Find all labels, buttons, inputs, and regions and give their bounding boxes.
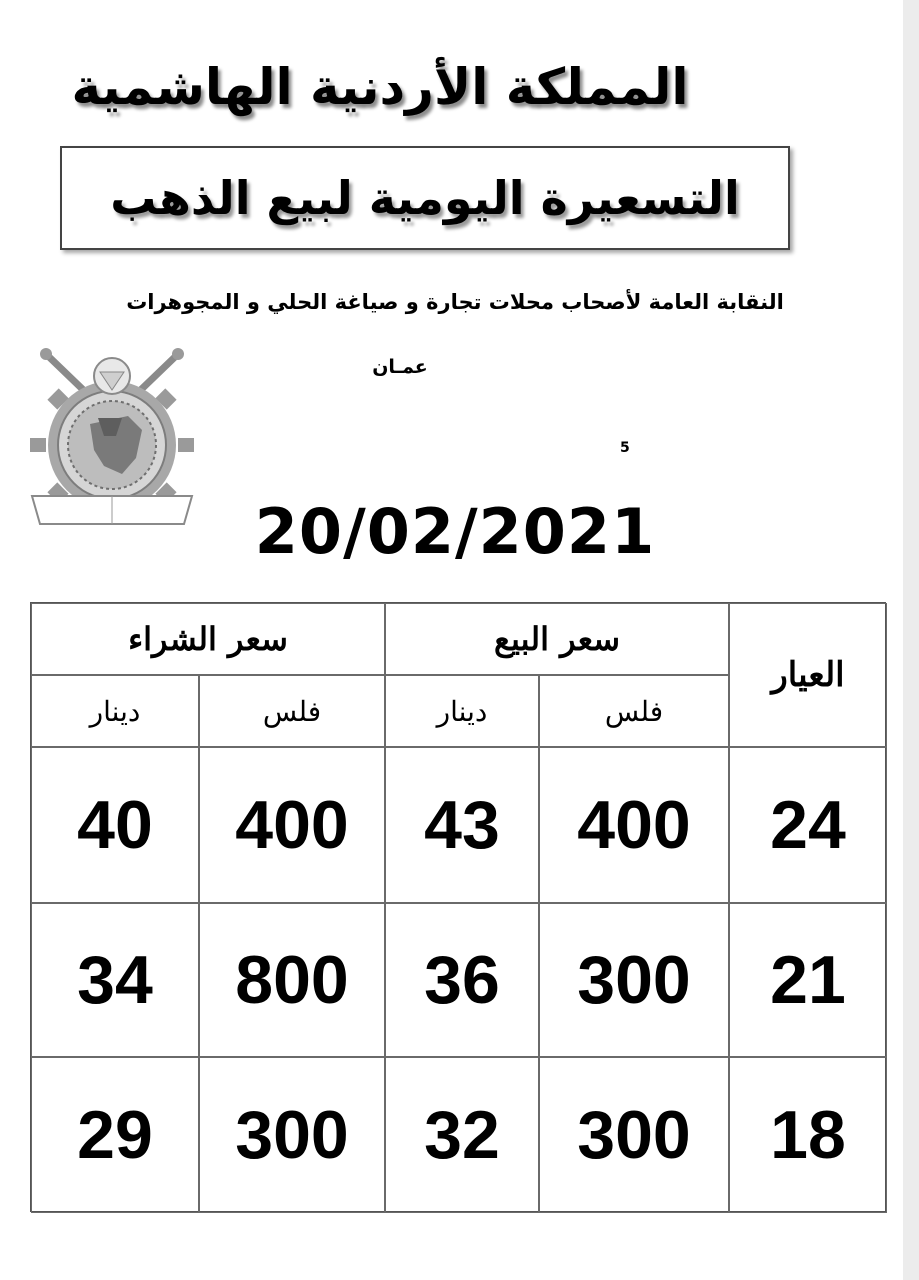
city-name: عمـان: [372, 356, 428, 378]
buy-dinar-cell: 34: [31, 903, 199, 1057]
buy-price-header: سعر الشراء: [31, 603, 385, 675]
page-number: 5: [620, 440, 630, 456]
page-edge-strip: [903, 0, 919, 1280]
buy-fils-cell: 400: [199, 747, 385, 903]
gold-price-table: [30, 602, 886, 1212]
country-title: المملكة الأردنية الهاشمية: [71, 58, 689, 116]
karat-cell: 21: [729, 903, 887, 1057]
sell-dinar-header: دينار: [385, 675, 539, 747]
sell-dinar-cell: 36: [385, 903, 539, 1057]
sell-price-header: سعر البيع: [385, 603, 729, 675]
buy-dinar-cell: 40: [31, 747, 199, 903]
buy-dinar-cell: 29: [31, 1057, 199, 1213]
karat-cell: 24: [729, 747, 887, 903]
buy-dinar-header: دينار: [31, 675, 199, 747]
buy-fils-cell: 800: [199, 903, 385, 1057]
union-name: النقابة العامة لأصحاب محلات تجارة و صياغة الحلي و المجوهرات: [126, 290, 784, 314]
karat-cell: 18: [729, 1057, 887, 1213]
union-logo-icon: [24, 346, 200, 536]
price-date: 20/02/2021: [254, 495, 656, 568]
buy-fils-cell: 300: [199, 1057, 385, 1213]
sell-fils-cell: 300: [539, 903, 729, 1057]
buy-fils-header: فلس: [199, 675, 385, 747]
sell-fils-header: فلس: [539, 675, 729, 747]
sell-dinar-cell: 32: [385, 1057, 539, 1213]
karat-header: العيار: [729, 603, 887, 747]
sell-fils-cell: 400: [539, 747, 729, 903]
sell-fils-cell: 300: [539, 1057, 729, 1213]
sell-dinar-cell: 43: [385, 747, 539, 903]
daily-pricing-title: التسعيرة اليومية لبيع الذهب: [110, 171, 740, 225]
